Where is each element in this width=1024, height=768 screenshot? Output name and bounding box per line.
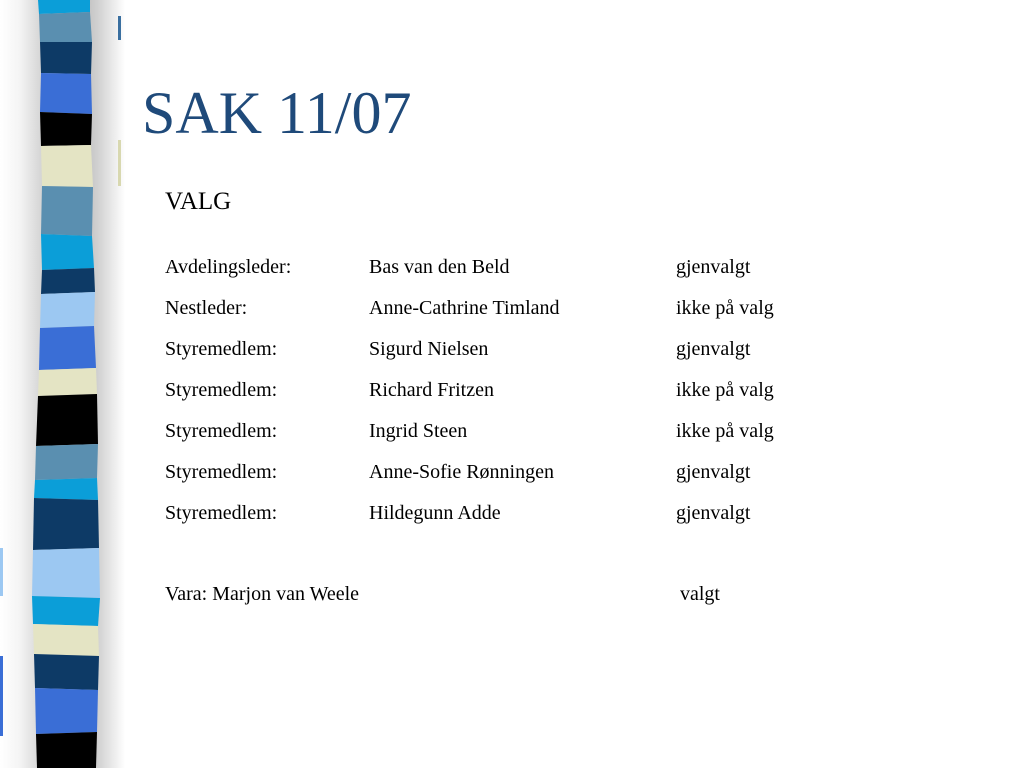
person-name: Richard Fritzen	[369, 379, 494, 401]
election-status: ikke på valg	[676, 297, 774, 319]
role-label: Avdelingsleder:	[165, 256, 292, 278]
deputy-status: valgt	[680, 583, 720, 605]
election-status: ikke på valg	[676, 420, 774, 442]
election-status: ikke på valg	[676, 379, 774, 401]
slide-title: SAK 11/07	[142, 80, 412, 146]
election-status: gjenvalgt	[676, 502, 751, 524]
election-status: gjenvalgt	[676, 256, 751, 278]
person-name: Sigurd Nielsen	[369, 338, 489, 360]
election-row	[165, 502, 865, 532]
person-name: Hildegunn Adde	[369, 502, 501, 524]
role-label: Styremedlem:	[165, 461, 278, 483]
deputy-name: Vara: Marjon van Weele	[165, 583, 360, 605]
election-row	[165, 297, 865, 327]
person-name: Ingrid Steen	[369, 420, 468, 442]
decorative-stripe-band	[0, 0, 130, 768]
election-row	[165, 379, 865, 409]
role-label: Nestleder:	[165, 297, 248, 319]
election-status: gjenvalgt	[676, 461, 751, 483]
deputy-row	[165, 583, 865, 613]
role-label: Styremedlem:	[165, 379, 278, 401]
slide-subtitle: VALG	[165, 188, 232, 215]
role-label: Styremedlem:	[165, 502, 278, 524]
election-row	[165, 420, 865, 450]
person-name: Anne-Cathrine Timland	[369, 297, 560, 319]
person-name: Bas van den Beld	[369, 256, 510, 278]
election-status: gjenvalgt	[676, 338, 751, 360]
election-row	[165, 461, 865, 491]
role-label: Styremedlem:	[165, 338, 278, 360]
election-row	[165, 338, 865, 368]
election-row	[165, 256, 865, 286]
title-accent-bar-bottom	[118, 140, 121, 186]
role-label: Styremedlem:	[165, 420, 278, 442]
title-accent-bar-top	[118, 16, 121, 40]
person-name: Anne-Sofie Rønningen	[369, 461, 554, 483]
